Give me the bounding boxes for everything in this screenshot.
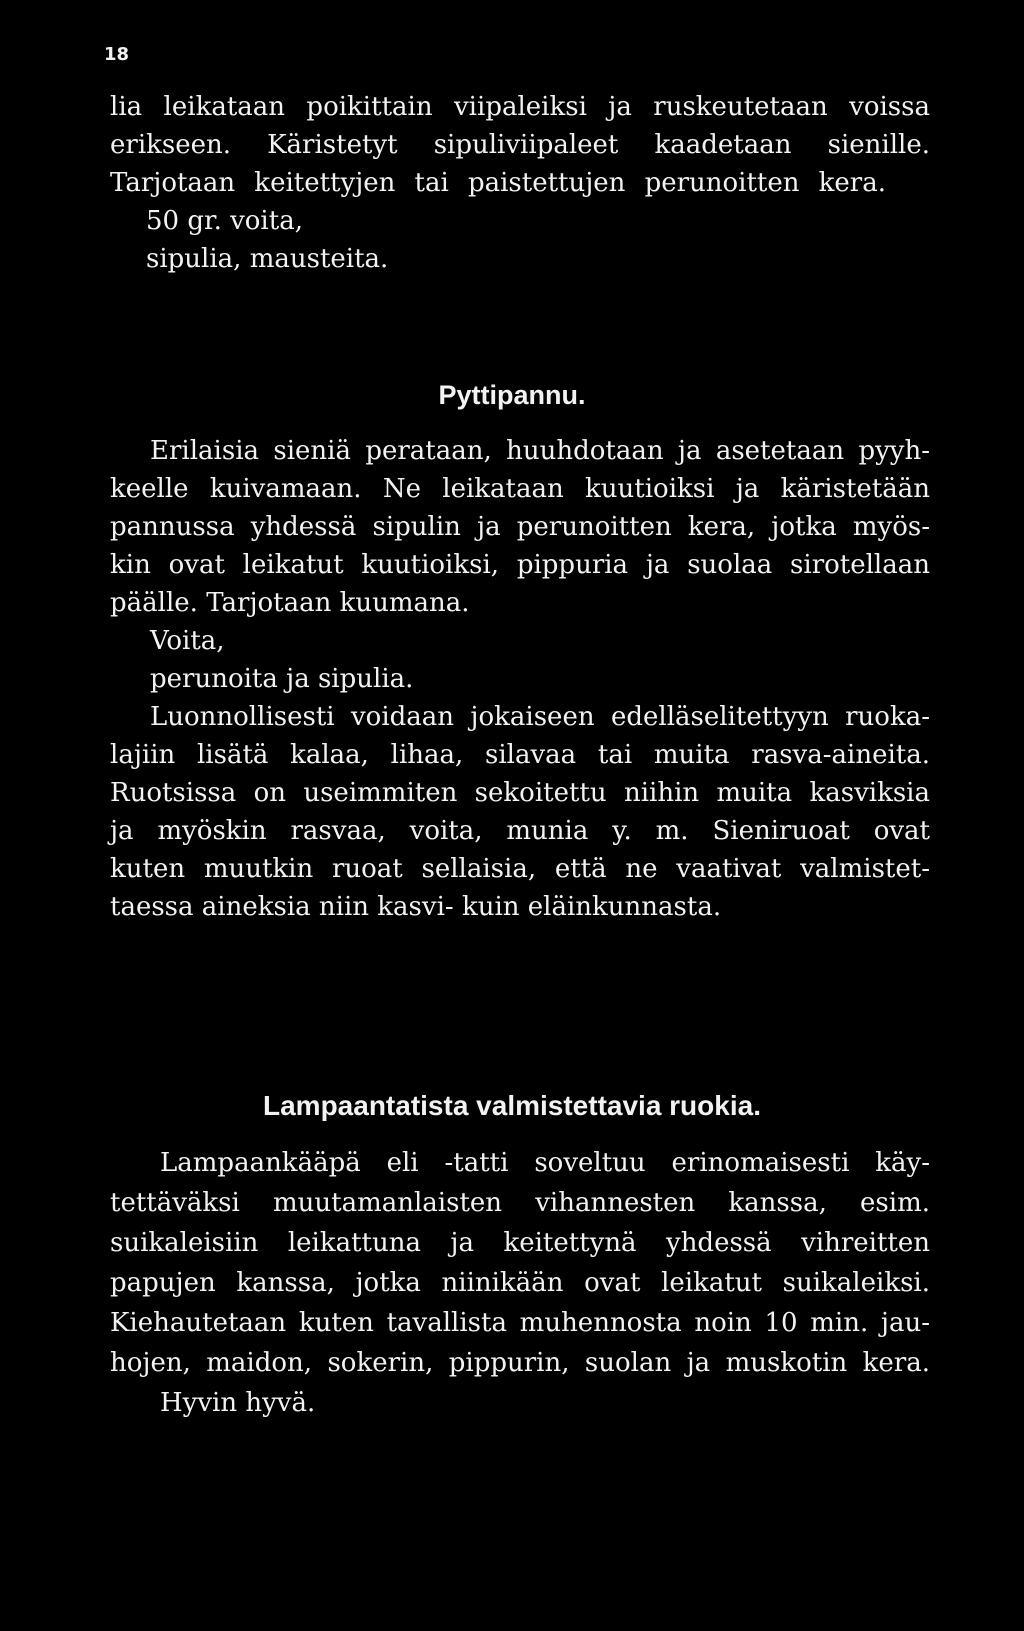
text-line: papujen kanssa, jotka niinikään ovat leikatut suikaleiksi.	[110, 1268, 930, 1298]
text-line: lajiin lisätä kalaa, lihaa, silavaa tai muita rasva-aineita.	[110, 740, 930, 770]
text-line: päälle. Tarjotaan kuumana.	[110, 588, 470, 618]
text-line: hojen, maidon, sokerin, pippurin, suolan ja muskotin kera.	[110, 1348, 930, 1378]
text-line: Ruotsissa on useimmiten sekoitettu niihin muita kasviksia	[110, 778, 930, 808]
ingredient-line: sipulia, mausteita.	[146, 244, 389, 274]
section-heading-pyttipannu: Pyttipannu.	[438, 380, 586, 410]
page-number: 18	[104, 44, 130, 65]
text-line: Luonnollisesti voidaan jokaiseen edelläselitettyyn ruoka-	[150, 702, 930, 732]
ingredient-line: 50 gr. voita,	[146, 206, 303, 236]
text-line: lia leikataan poikittain viipaleiksi ja ruskeutetaan voissa	[110, 92, 930, 122]
text-line: Kiehautetaan kuten tavallista muhennosta noin 10 min. jau-	[110, 1308, 930, 1338]
ingredient-line: Voita,	[150, 626, 225, 656]
text-line: pannussa yhdessä sipulin ja perunoitten kera, jotka myös-	[110, 512, 930, 542]
section-heading-lampaantatti: Lampaantatista valmistettavia ruokia.	[263, 1090, 761, 1121]
text-line: taessa aineksia niin kasvi- kuin eläinkunnasta.	[110, 892, 722, 922]
text-line: erikseen. Käristetyt sipuliviipaleet kaadetaan sienille.	[110, 130, 930, 160]
text-line: Tarjotaan keitettyjen tai paistettujen perunoitten kera.	[110, 168, 886, 198]
text-line: tettäväksi muutamanlaisten vihannesten kanssa, esim.	[110, 1188, 930, 1218]
text-line: suikaleisiin leikattuna ja keitettynä yhdessä vihreitten	[110, 1228, 930, 1258]
text-line: Hyvin hyvä.	[160, 1388, 316, 1418]
text-line: kuten muutkin ruoat sellaisia, että ne vaativat valmistet-	[110, 854, 930, 884]
text-line: ja myöskin rasvaa, voita, munia y. m. Sieniruoat ovat	[110, 816, 930, 846]
text-line: Lampaankääpä eli -tatti soveltuu erinomaisesti käy-	[160, 1148, 930, 1178]
text-line: keelle kuivamaan. Ne leikataan kuutioiksi ja käristetään	[110, 474, 930, 504]
text-line: kin ovat leikatut kuutioiksi, pippuria ja suolaa sirotellaan	[110, 550, 930, 580]
ingredient-line: perunoita ja sipulia.	[150, 664, 414, 694]
text-line: Erilaisia sieniä perataan, huuhdotaan ja asetetaan pyyh-	[150, 436, 930, 466]
